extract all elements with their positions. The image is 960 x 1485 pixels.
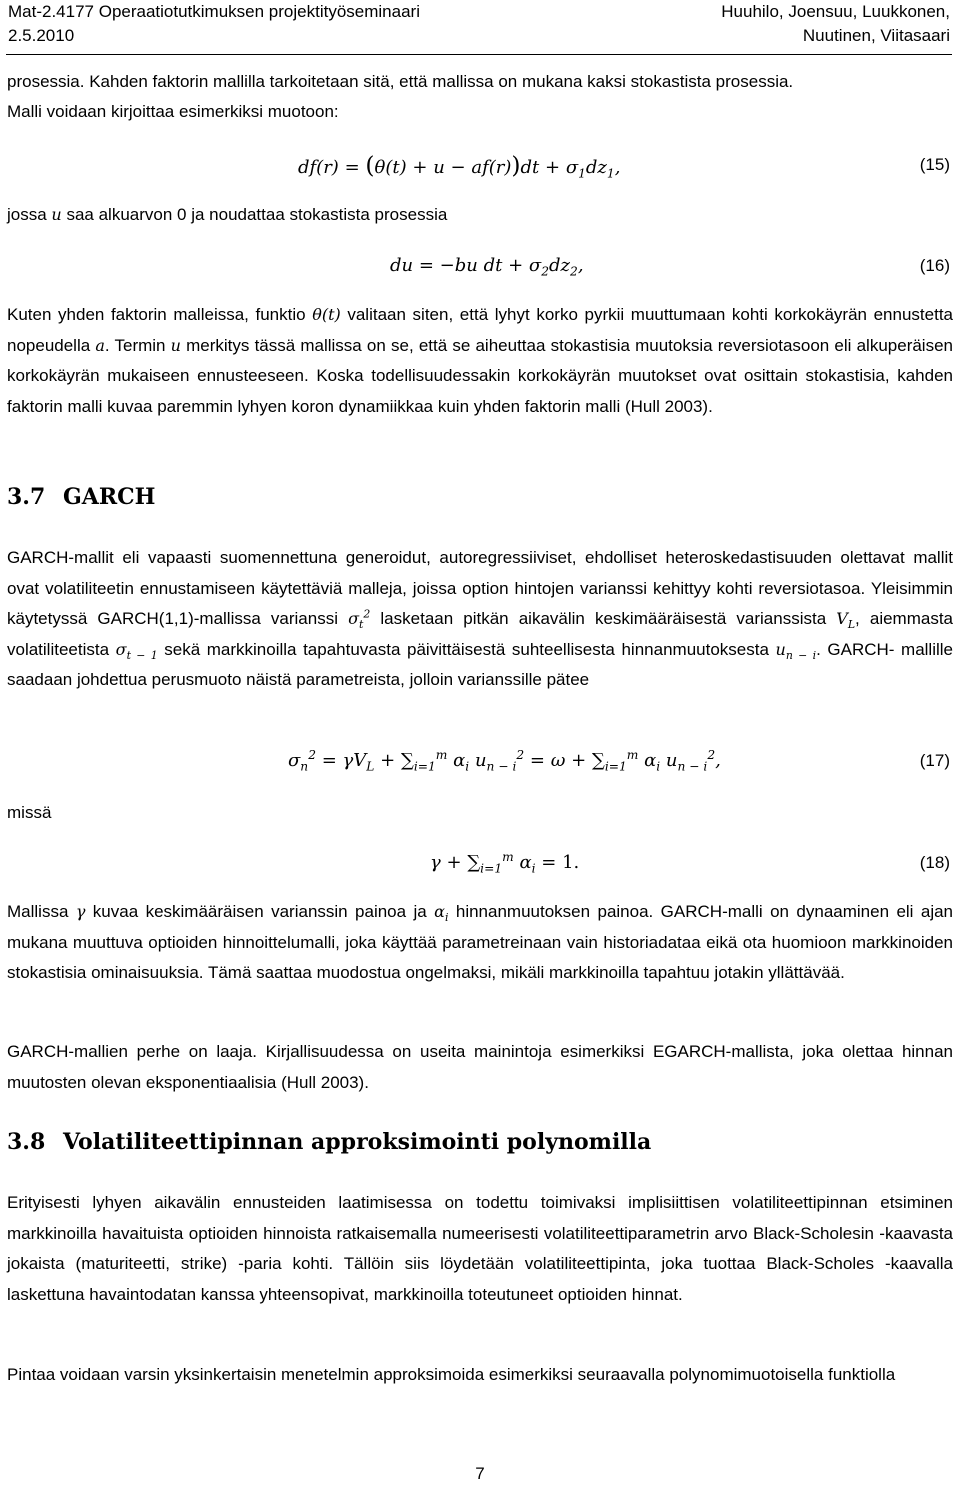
equation-17: $\sigma_n^2 = \gamma V_L + \sum_{i=1}^m$ $\alpha_i$ $u_{n - i}^2 = \omega + \sum_{i=1}^m$ $\alpha_i$ $u_{n - i}^2$, bbox=[288, 748, 721, 774]
equation-15: $df(r) = (\theta(t) + u - af(r))dt + \sigma_1dz_1$, bbox=[298, 151, 621, 181]
paragraph-line: prosessia. Kahden faktorin mallilla tarkoitetaan sitä, että mallissa on mukana kaksi stokastista prosessia. bbox=[7, 72, 794, 91]
body-paragraph: GARCH-mallit eli vapaasti suomennettuna generoidut, autoregressiiviset, ehdolliset heteroskedastisuuden olettavat mallit ovat volatiliteetin ennustamiseen käytettäviä malleja, joissa option hintojen varianssi kehittyy kohti reversiotasoa. Yleisimmin käytetyssä GARCH(1,1)-mallissa varianssi $\sigma_t^2$ lasketaan pitkän aikavälin keskimääräisestä varianssista $V_L$, aiemmasta volatiliteetista $\sigma_{t - 1}$ sekä markkinoilla tapahtuvasta päivittäisestä suhteellisesta hinnanmuutoksesta $u_{n - i}$. GARCH- mallille saadaan johdettua perusmuoto näistä parametreista, jolloin varianssille pätee bbox=[7, 548, 954, 689]
equation-number: (16) bbox=[919, 256, 950, 275]
equation-number: (17) bbox=[919, 751, 950, 770]
header-divider bbox=[6, 54, 952, 55]
page-header-right bbox=[721, 0, 950, 48]
equation-number: (15) bbox=[919, 155, 950, 174]
paragraph-line: Malli voidaan kirjoittaa esimerkiksi muotoon: bbox=[7, 102, 339, 121]
page-header-left bbox=[8, 0, 420, 48]
section-heading: 3.8 Volatiliteettipinnan approksimointi polynomilla bbox=[7, 1129, 652, 1155]
body-paragraph: GARCH-mallien perhe on laaja. Kirjallisuudessa on useita mainintoja esimerkiksi EGARCH-mallista, joka olettaa hinnan muutosten olevan eksponentiaalisia (Hull 2003). bbox=[7, 1042, 953, 1092]
section-heading: 3.7 GARCH bbox=[7, 484, 156, 510]
body-paragraph: Pintaa voidaan varsin yksinkertaisin menetelmin approksimoida esimerkiksi seuraavalla polynomimuotoisella funktiolla bbox=[7, 1365, 896, 1384]
equation-18: $\gamma + \sum_{i=1}^m$ $\alpha_i = 1$. bbox=[430, 850, 580, 876]
body-paragraph: Kuten yhden faktorin malleissa, funktio θ(t) valitaan siten, että lyhyt korko pyrkii muuttumaan kohti korkokäyrän ennustetta nopeudella a. Termin u merkitys tässä mallissa on se, että se aiheuttaa stokastisia muutoksia reversiotasoon eli alkuperäisen korkokäyrän mukaiseen ennusteeseen. Koska todellisuudessakin korkokäyrän muutokset ovat osittain stokastisia, kahden faktorin malli kuvaa paremmin lyhyen koron dynamiikkaa kuin yhden faktorin malli (Hull 2003). bbox=[7, 305, 953, 416]
body-paragraph: Mallissa γ kuvaa keskimääräisen varianssin painoa ja $\alpha_i$ hinnanmuutoksen painoa. GARCH-malli on dynaaminen eli ajan mukana muuttuva optioiden hinnoittelumalli, joka käyttää parametreinaan vain historiadataa eikä ota huomioon markkinoiden stokastisia ominaisuuksia. Tämä saattaa muodostua ongelmaksi, mikäli markkinoilla tapahtuu jotakin yllättävää. bbox=[7, 902, 954, 982]
missa-label: missä bbox=[7, 803, 52, 822]
paragraph-line: jossa u saa alkuarvon 0 ja noudattaa stokastista prosessia bbox=[7, 205, 448, 224]
header-course: Mat-2.4177 Operaatiotutkimuksen projektityöseminaari bbox=[8, 2, 420, 21]
equation-number: (18) bbox=[919, 853, 950, 872]
equation-16: du = −bu dt + $\sigma_2dz_2$, bbox=[390, 255, 584, 279]
body-paragraph: Erityisesti lyhyen aikavälin ennusteiden laatimisessa on todettu toimivaksi implisiittisen volatiliteettipinnan etsiminen markkinoilla havaituista optioiden hinnoista ratkaisemalla numeerisesti volatiliteettiparametrin arvo Black-Scholesin -kaavasta jokaista (maturiteetti, strike) -paria kohti. Tällöin siis löydetään volatiliteettipinta, joka tuottaa Black-Scholes -kaavalla laskettuna havaintodatan kanssa yhteensopivat, markkinoilla toteutuneet optioiden hinnat. bbox=[7, 1193, 953, 1304]
header-date: 2.5.2010 bbox=[8, 26, 75, 45]
page-number: 7 bbox=[475, 1464, 485, 1483]
header-authors-2: Nuutinen, Viitasaari bbox=[802, 26, 950, 45]
header-authors-1: Huuhilo, Joensuu, Luukkonen, bbox=[721, 2, 950, 21]
